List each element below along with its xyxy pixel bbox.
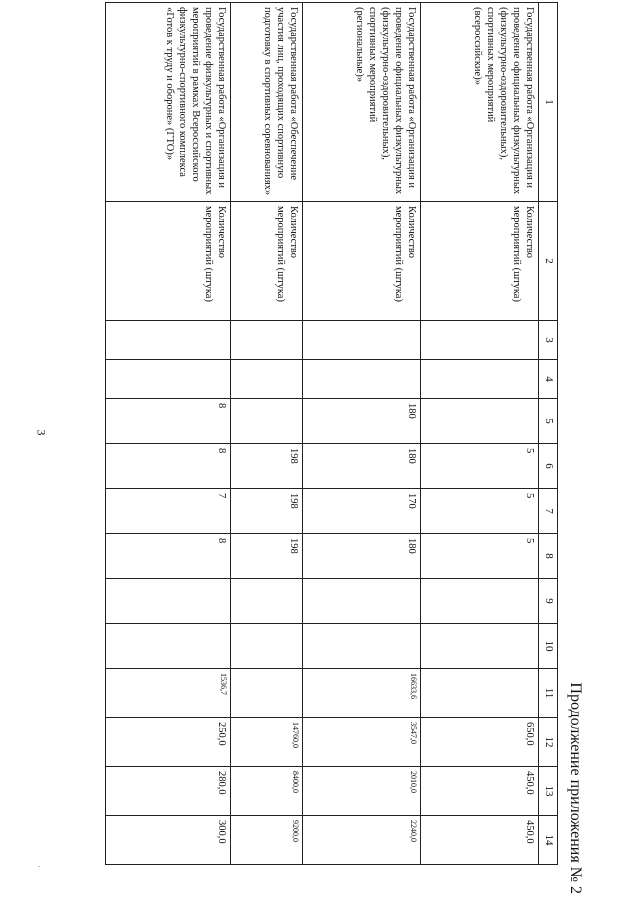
rotated-document	[54, 2, 584, 902]
table-row	[303, 3, 421, 865]
value-cell: 7	[106, 489, 231, 534]
value-cell: 198	[231, 534, 303, 579]
value-cell: 8	[106, 444, 231, 489]
col-header: 4	[539, 360, 558, 399]
work-cell: Государственная работа «Организация и проведение официальных физкультурных (физкультурно-оздоровительных), спортивных мероприятий (всероссийские)»	[421, 3, 539, 202]
value-cell	[303, 321, 421, 360]
col-header: 6	[539, 444, 558, 489]
page-number: 3	[34, 429, 49, 436]
value-cell: 180	[303, 399, 421, 444]
value-cell	[231, 399, 303, 444]
value-cell: 198	[231, 489, 303, 534]
value-cell: 170	[303, 489, 421, 534]
value-cell	[231, 360, 303, 399]
value-cell: 16633,6	[303, 669, 421, 718]
table-row	[106, 3, 231, 865]
unit-cell: Количество мероприятий (штука)	[421, 202, 539, 321]
unit-cell: Количество мероприятий (штука)	[106, 202, 231, 321]
value-cell: 5	[421, 444, 539, 489]
col-header: 9	[539, 579, 558, 624]
value-cell: 180	[303, 534, 421, 579]
header-row	[539, 3, 558, 865]
value-cell: 5	[421, 489, 539, 534]
value-cell: 8	[106, 399, 231, 444]
value-cell	[231, 669, 303, 718]
value-cell: 2240,0	[303, 816, 421, 865]
unit-cell: Количество мероприятий (штука)	[231, 202, 303, 321]
value-cell: 3547,0	[303, 718, 421, 767]
col-header: 12	[539, 718, 558, 767]
value-cell: 300,0	[106, 816, 231, 865]
continuation-title: Продолжение приложения № 2	[567, 682, 584, 894]
value-cell: 450,0	[421, 816, 539, 865]
value-cell: 8	[106, 534, 231, 579]
value-cell	[421, 399, 539, 444]
value-cell	[106, 579, 231, 624]
corner-mark: .	[38, 860, 40, 869]
unit-cell: Количество мероприятий (штука)	[303, 202, 421, 321]
work-cell: Государственная работа «Обеспечение участия лиц, проходящих спортивную подготовку в спортивных соревнованиях»	[231, 3, 303, 202]
value-cell: 8400,0	[231, 767, 303, 816]
value-cell	[421, 360, 539, 399]
value-cell	[231, 579, 303, 624]
value-cell	[106, 624, 231, 669]
value-cell: 14760,0	[231, 718, 303, 767]
value-cell: 650,0	[421, 718, 539, 767]
value-cell: 280,0	[106, 767, 231, 816]
value-cell	[231, 624, 303, 669]
value-cell	[231, 321, 303, 360]
work-cell: Государственная работа «Организация и проведение физкультурных и спортивных мероприятий в рамках Всероссийского физкультурно-спортивного комплекса «Готов к труду и обороне» (ГТО)»	[106, 3, 231, 202]
col-header: 10	[539, 624, 558, 669]
value-cell	[303, 579, 421, 624]
value-cell	[303, 624, 421, 669]
value-cell	[421, 579, 539, 624]
col-header: 14	[539, 816, 558, 865]
col-header: 11	[539, 669, 558, 718]
value-cell: 450,0	[421, 767, 539, 816]
col-header: 8	[539, 534, 558, 579]
value-cell: 180	[303, 444, 421, 489]
table-row	[231, 3, 303, 865]
value-cell	[106, 360, 231, 399]
col-header: 13	[539, 767, 558, 816]
col-header: 2	[539, 202, 558, 321]
value-cell	[421, 669, 539, 718]
value-cell: 9200,0	[231, 816, 303, 865]
value-cell	[303, 360, 421, 399]
work-cell: Государственная работа «Организация и проведение официальных физкультурных (физкультурно-оздоровительных), спортивных мероприятий (региональные)»	[303, 3, 421, 202]
value-cell	[106, 321, 231, 360]
col-header: 5	[539, 399, 558, 444]
col-header: 3	[539, 321, 558, 360]
value-cell: 1536,7	[106, 669, 231, 718]
col-header: 1	[539, 3, 558, 202]
value-cell	[421, 321, 539, 360]
appendix-table	[105, 2, 558, 865]
col-header: 7	[539, 489, 558, 534]
value-cell: 5	[421, 534, 539, 579]
value-cell: 2010,0	[303, 767, 421, 816]
value-cell: 198	[231, 444, 303, 489]
value-cell	[421, 624, 539, 669]
value-cell: 250,0	[106, 718, 231, 767]
table-row	[421, 3, 539, 865]
